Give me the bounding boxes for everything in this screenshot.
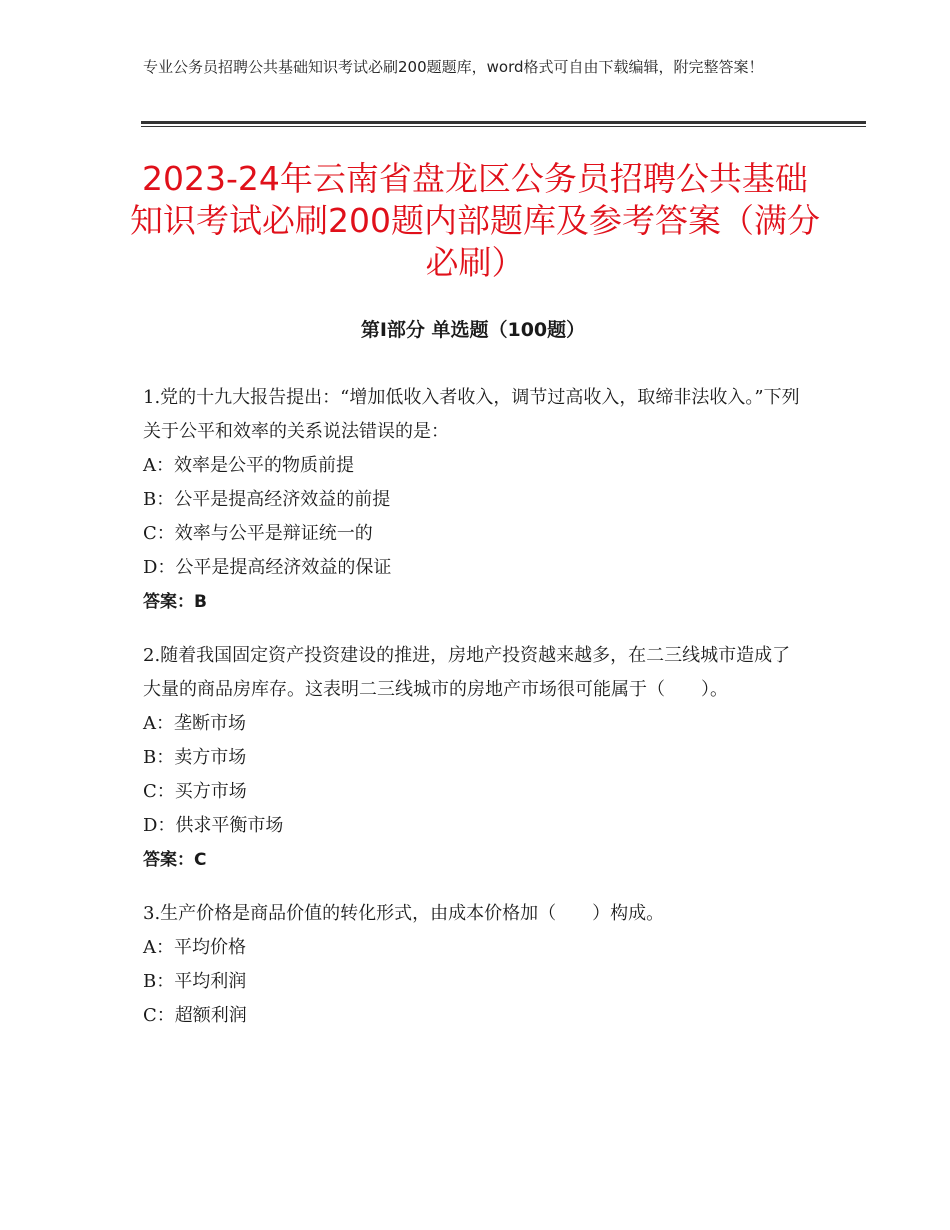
- question-stem: 3.生产价格是商品价值的转化形式，由成本价格加（ ）构成。: [143, 903, 665, 924]
- header-divider-thin: [141, 126, 866, 127]
- answer: 答案：C: [143, 850, 207, 870]
- answer: 答案：B: [143, 592, 207, 612]
- option-d: D：供求平衡市场: [143, 815, 284, 836]
- option-c: C：超额利润: [143, 1005, 247, 1026]
- option-b: B：平均利润: [143, 971, 247, 992]
- question-list: [143, 381, 803, 1053]
- question-1: [143, 381, 803, 619]
- option-a: A：垄断市场: [143, 713, 246, 734]
- section-heading: 第Ⅰ部分 单选题（100题）: [360, 319, 586, 341]
- header-note: 专业公务员招聘公共基础知识考试必刷200题题库，word格式可自由下载编辑，附完整答案！: [143, 58, 764, 76]
- header-divider-thick: [141, 121, 866, 124]
- document-title: 2023-24年云南省盘龙区公务员招聘公共基础知识考试必刷200题内部题库及参考答案（满分必刷）: [130, 159, 820, 282]
- option-d: D：公平是提高经济效益的保证: [143, 557, 392, 578]
- option-c: C：买方市场: [143, 781, 247, 802]
- option-a: A：效率是公平的物质前提: [143, 455, 354, 476]
- option-a: A：平均价格: [143, 937, 246, 958]
- question-stem: 2.随着我国固定资产投资建设的推进，房地产投资越来越多，在二三线城市造成了大量的商品房库存。这表明二三线城市的房地产市场很可能属于（ ）。: [143, 645, 791, 700]
- question-stem: 1.党的十九大报告提出：“增加低收入者收入，调节过高收入，取缔非法收入。”下列关于公平和效率的关系说法错误的是：: [143, 387, 800, 442]
- question-3: [143, 897, 803, 1033]
- question-2: [143, 639, 803, 877]
- option-b: B：卖方市场: [143, 747, 247, 768]
- option-c: C：效率与公平是辩证统一的: [143, 523, 373, 544]
- option-b: B：公平是提高经济效益的前提: [143, 489, 391, 510]
